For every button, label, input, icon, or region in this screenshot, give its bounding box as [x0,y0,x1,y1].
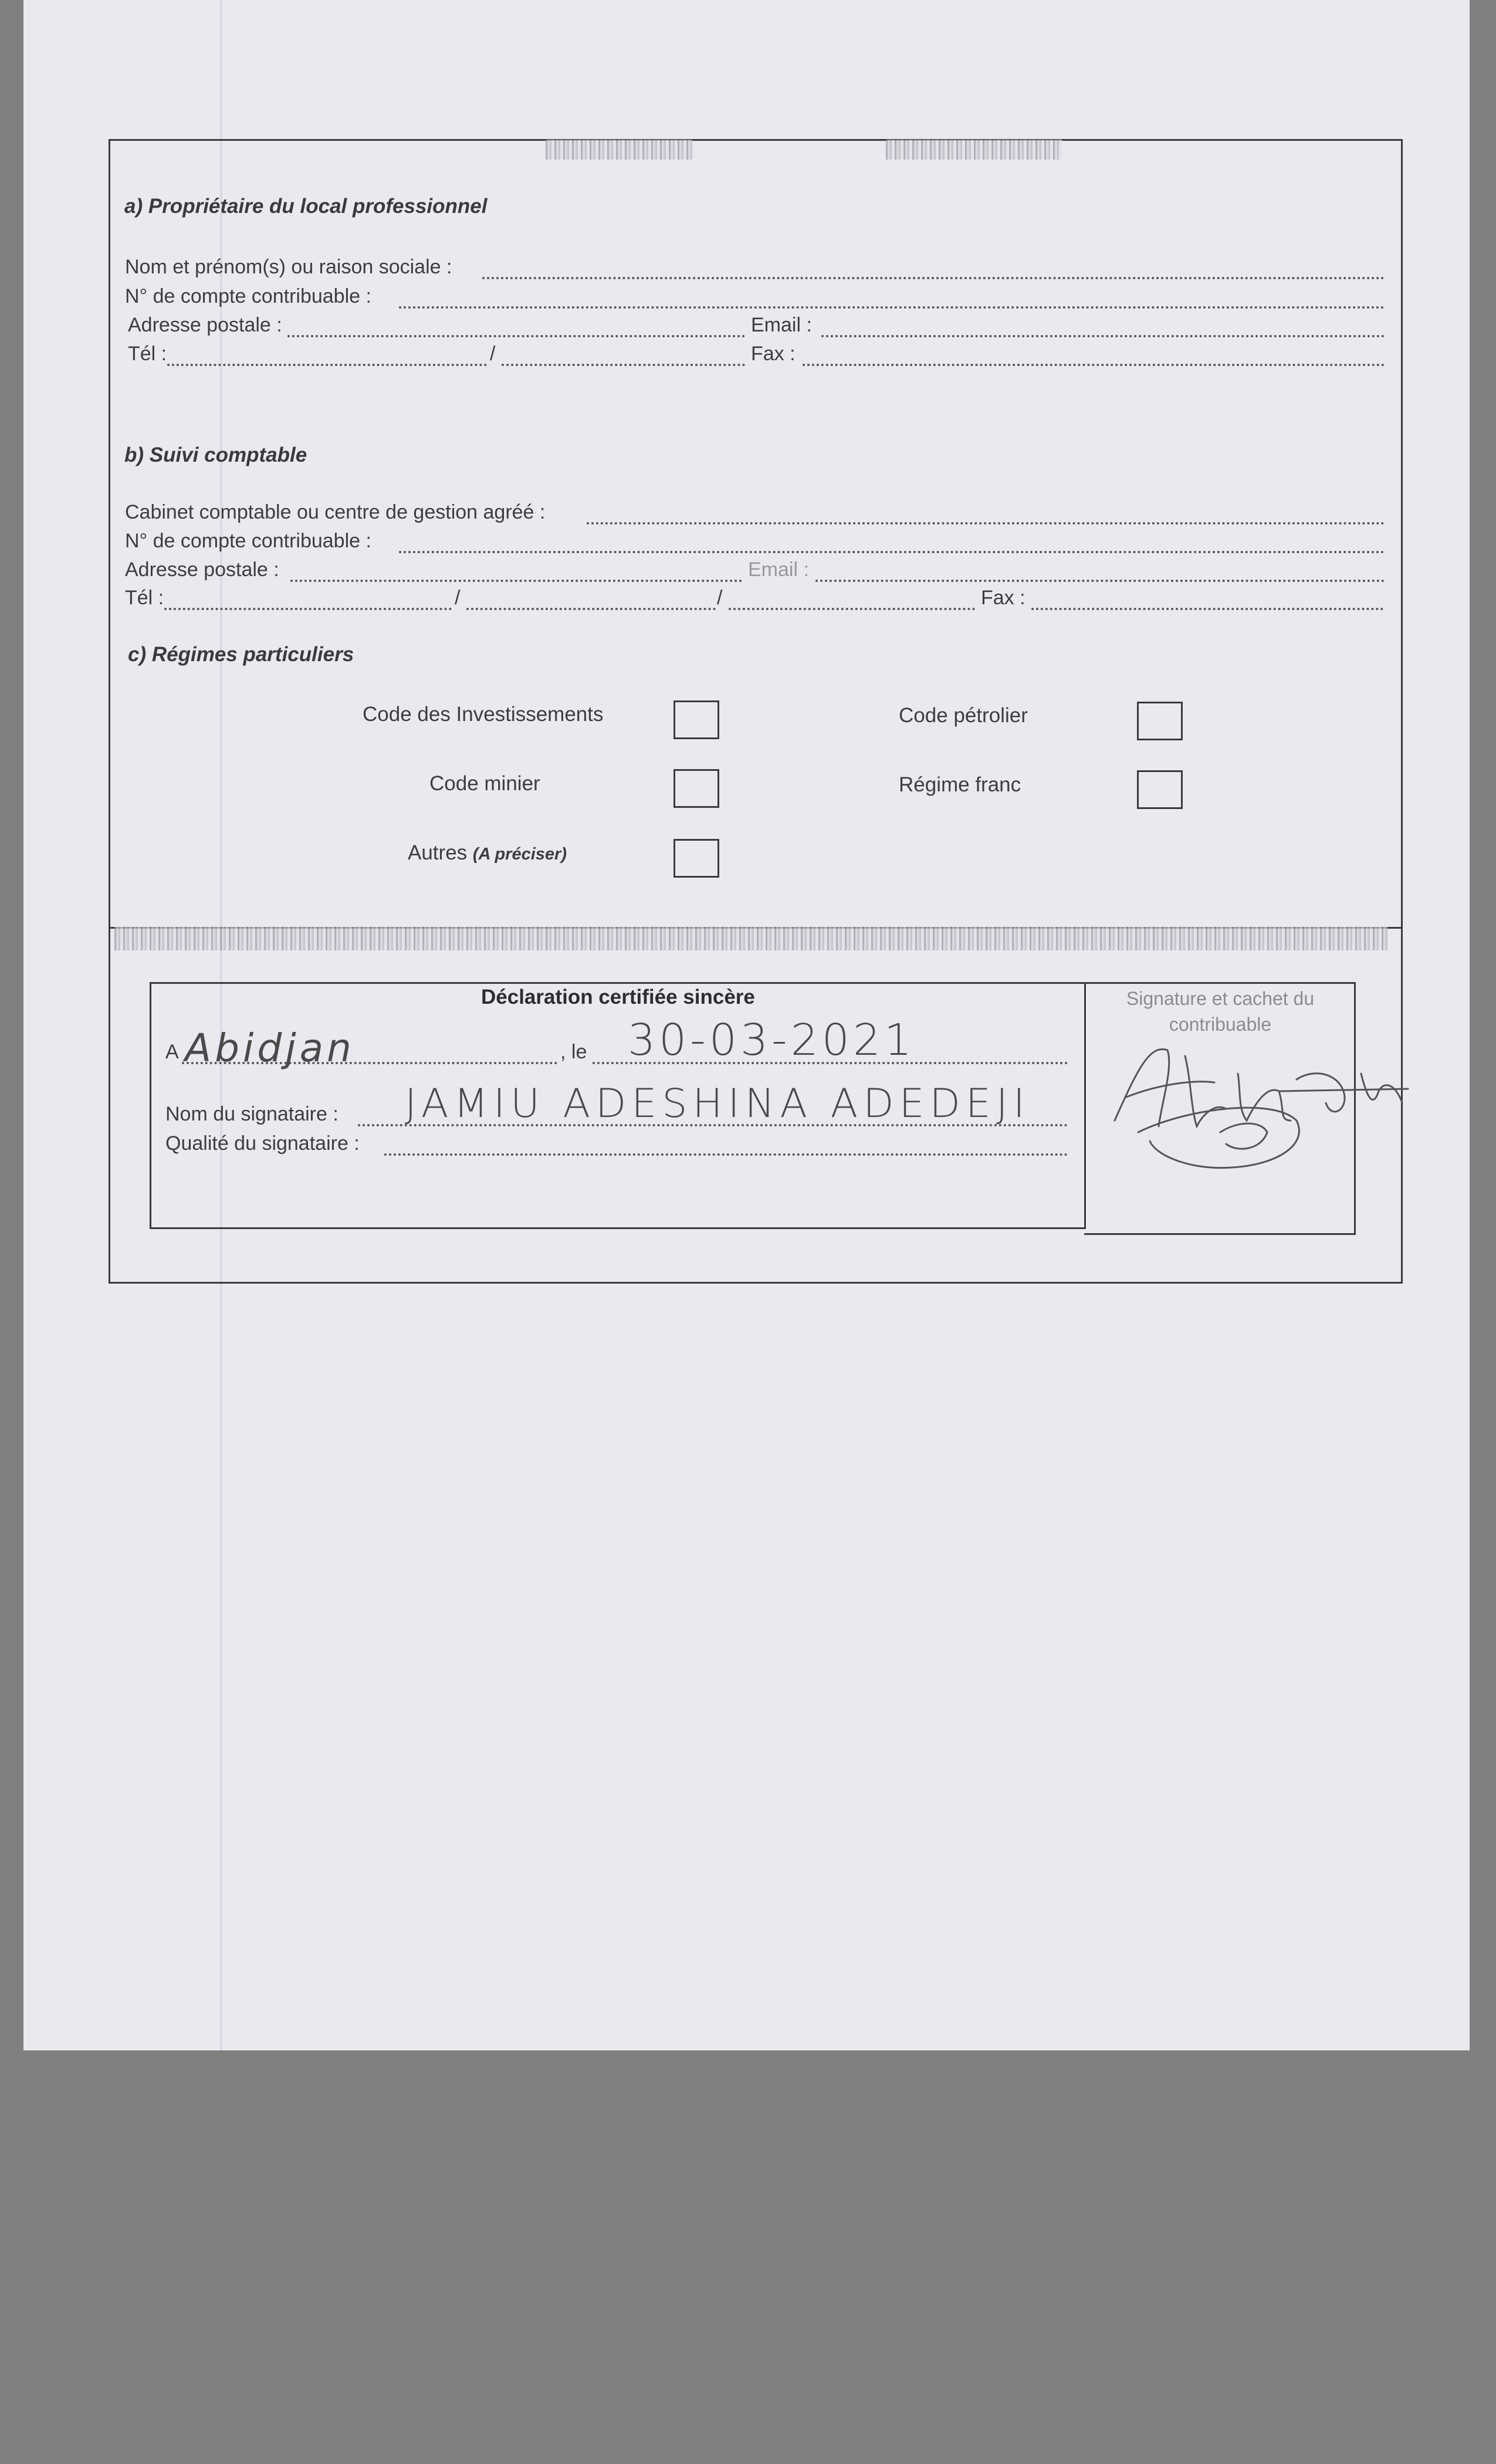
tel-field-b-2[interactable] [466,608,716,610]
section-b-title: b) Suivi comptable [124,444,307,466]
qualite-field[interactable] [384,1153,1068,1156]
compte-field-b[interactable] [399,551,1385,553]
a-label: A [165,1041,179,1063]
autres-text: Autres [408,841,468,864]
tel-label-a: Tél : [128,343,167,365]
email-field-b[interactable] [815,580,1385,582]
email-field-a[interactable] [821,335,1385,337]
fax-field-b[interactable] [1031,608,1383,610]
code-minier-checkbox[interactable] [673,769,719,808]
tel-field-b-1[interactable] [164,608,452,610]
signature-caption: Signature et cachet du contribuable [1126,988,1315,1035]
tel-field-a-2[interactable] [502,364,745,366]
email-label-a: Email : [751,314,812,336]
place-handwritten: Abidjan [185,1025,355,1071]
tel-slash-b-2: / [717,587,723,609]
regime-franc-checkbox[interactable] [1137,770,1183,809]
scan-noise [114,927,1387,950]
section-c-title: c) Régimes particuliers [128,643,354,666]
adresse-field-b[interactable] [290,580,742,582]
fax-field-a[interactable] [803,364,1385,366]
autres-label [408,841,567,865]
declaration-title: Déclaration certifiée sincère [481,986,755,1008]
adresse-label-b: Adresse postale : [125,559,279,581]
qualite-label: Qualité du signataire : [165,1132,360,1155]
email-label-b: Email : [748,559,809,581]
compte-field-a[interactable] [399,306,1385,309]
cabinet-field[interactable] [587,522,1385,524]
code-petrolier-label: Code pétrolier [899,704,1028,727]
date-handwritten: 30-03-2021 [628,1015,916,1065]
code-petrolier-checkbox[interactable] [1137,702,1183,740]
tel-label-b: Tél : [125,587,164,609]
autres-checkbox[interactable] [673,839,719,878]
tel-slash-b-1: / [455,587,461,609]
regime-franc-label: Régime franc [899,773,1021,796]
nom-field[interactable] [482,277,1385,279]
autres-note: (A préciser) [472,845,567,864]
code-minier-label: Code minier [429,772,540,795]
code-investissements-checkbox[interactable] [673,700,719,739]
section-a-title: a) Propriétaire du local professionnel [124,195,488,218]
fax-label-a: Fax : [751,343,796,365]
tel-field-b-3[interactable] [729,608,975,610]
scan-noise [546,140,692,160]
tel-field-a-1[interactable] [167,364,487,366]
scan-noise [886,140,1062,160]
code-investissements-label: Code des Investissements [363,703,604,726]
compte-label-a: N° de compte contribuable : [125,285,371,307]
adresse-label-a: Adresse postale : [128,314,282,336]
signataire-handwritten: JAMIU ADESHINA ADEDEJI [405,1081,1030,1127]
fax-label-b: Fax : [981,587,1025,609]
signataire-label: Nom du signataire : [165,1103,339,1125]
compte-label-b: N° de compte contribuable : [125,530,371,552]
le-label: , le [560,1041,587,1063]
tel-slash-a: / [490,343,496,365]
signature-scribble [1103,1033,1420,1185]
cabinet-label: Cabinet comptable ou centre de gestion agréé : [125,501,546,523]
adresse-field-a[interactable] [287,335,745,337]
nom-label: Nom et prénom(s) ou raison sociale : [125,256,452,278]
